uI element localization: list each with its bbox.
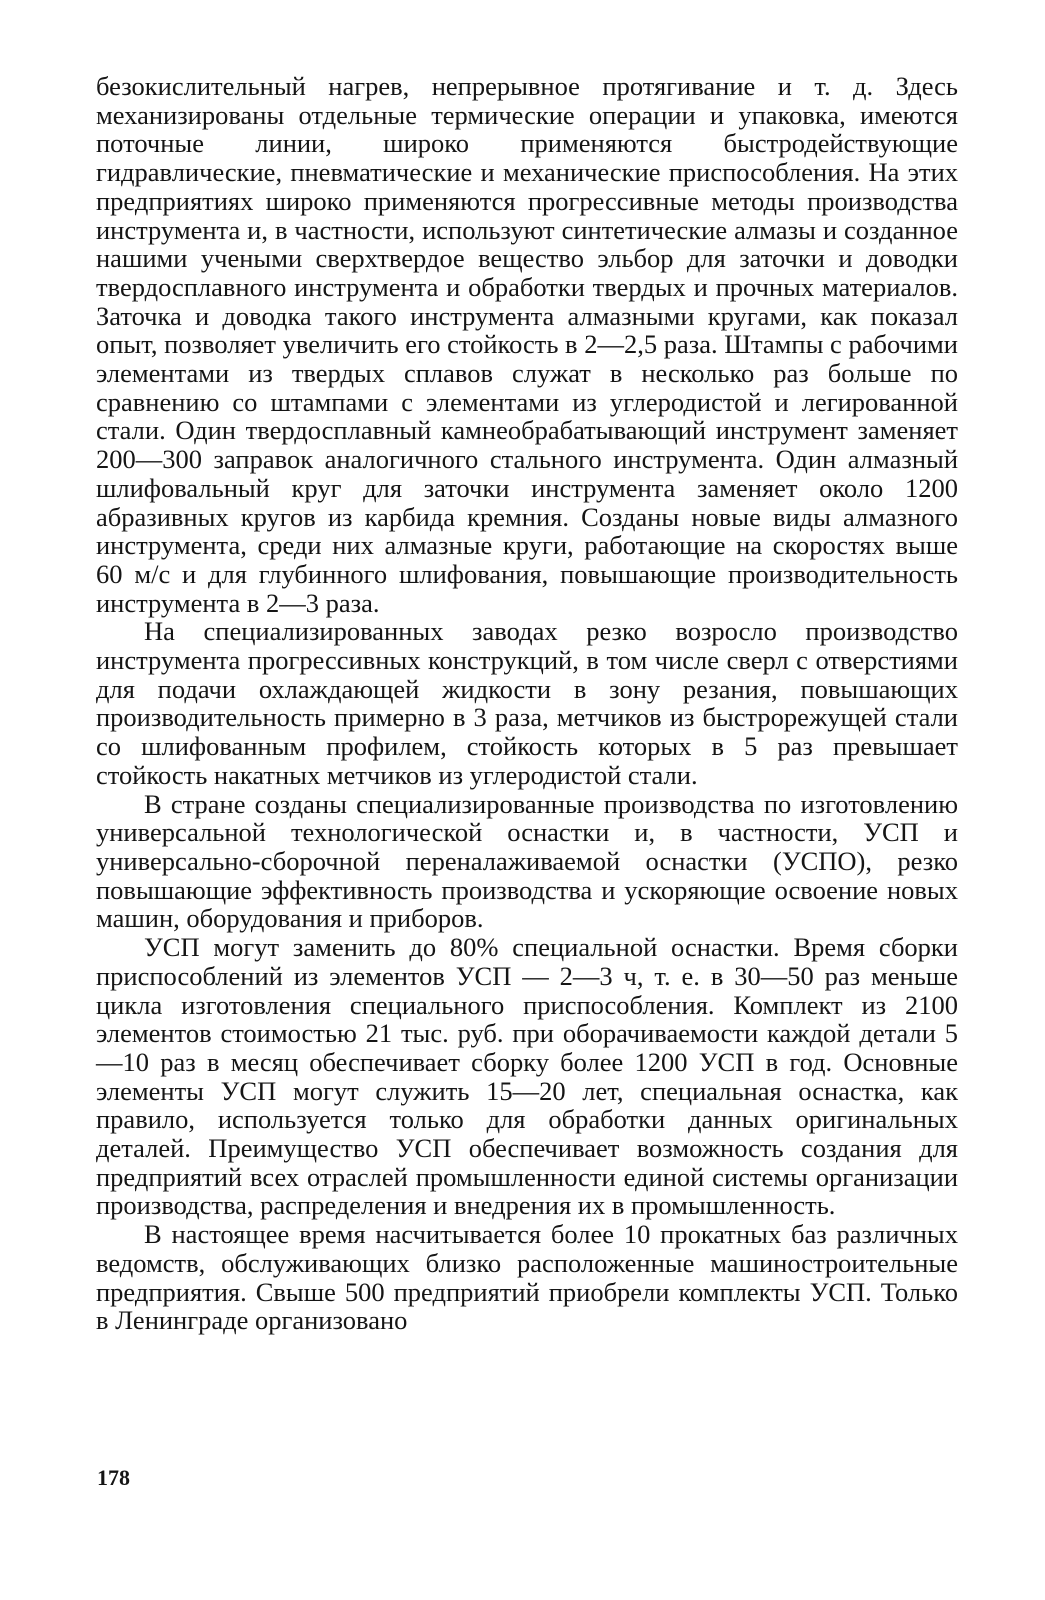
paragraph-3: В стране созданы специализированные производства по изготовлению универсальной технологической оснастки и, в частности, УСП и универсально-сборочной переналаживаемой оснастки (УСПО), резко повышающие эффективность производства и ускоряющие освоение новых машин, оборудования и приборов. bbox=[96, 788, 958, 934]
paragraph-4: УСП могут заменить до 80% специальной оснастки. Время сборки приспособлений из элементов УСП — 2—3 ч, т. е. в 30—50 раз меньше цикла изготовления специального приспособления. Комплект из 2100 элементов стоимостью 21 тыс. руб. при оборачиваемости каждой детали 5—10 раз в месяц обеспечивает сборку более 1200 УСП в год. Основные элементы УСП могут служить 15—20 лет, специальная оснастка, как правило, используется только для обработки данных оригинальных деталей. Преимущество УСП обеспечивает возможность создания для предприятий всех отраслей промышленности единой системы организации производства, распределения и внедрения их в промышленность. bbox=[96, 932, 958, 1221]
paragraph-2: На специализированных заводах резко возросло производство инструмента прогрессивных конструкций, в том числе сверл с отверстиями для подачи охлаждающей жидкости в зону резания, повышающих производительность примерно в 3 раза, метчиков из быстрорежущей стали со шлифованным профилем, стойкость которых в 5 раз превышает стойкость накатных метчиков из углеродистой стали. bbox=[96, 616, 958, 790]
paragraph-5: В настоящее время насчитывается более 10 прокатных баз различных ведомств, обслуживающих близко расположенные машиностроительные предприятия. Свыше 500 предприятий приобрели комплекты УСП. Только в Ленинграде организовано bbox=[96, 1219, 958, 1336]
paragraph-1: безокислительный нагрев, непрерывное протягивание и т. д. Здесь механизированы отдельные термические операции и упаковка, имеются поточные линии, широко применяются быстродействующие гидравлические, пневматические и механические приспособления. На этих предприятиях широко применяются прогрессивные методы производства инструмента и, в частности, используют синтетические алмазы и созданное нашими учеными сверхтвердое вещество эльбор для заточки и доводки твердосплавного инструмента и обработки твердых и прочных материалов. Заточка и доводка такого инструмента алмазными кругами, как показал опыт, позволяет увеличить его стойкость в 2—2,5 раза. Штампы с рабочими элементами из твердых сплавов служат в несколько раз больше по сравнению со штампами с элементами из углеродистой и легированной стали. Один твердосплавный камнеобрабатывающий инструмент заменяет 200—300 заправок аналогичного стального инструмента. Один алмазный шлифовальный круг для заточки инструмента заменяет около 1200 абразивных кругов из карбида кремния. Созданы новые виды алмазного инструмента, среди них алмазные круги, работающие на скоростях выше 60 м/с и для глубинного шлифования, повышающие производительность инструмента в 2—3 раза. bbox=[96, 71, 958, 618]
page-body bbox=[96, 72, 958, 1335]
page-number: 178 bbox=[97, 1465, 130, 1490]
